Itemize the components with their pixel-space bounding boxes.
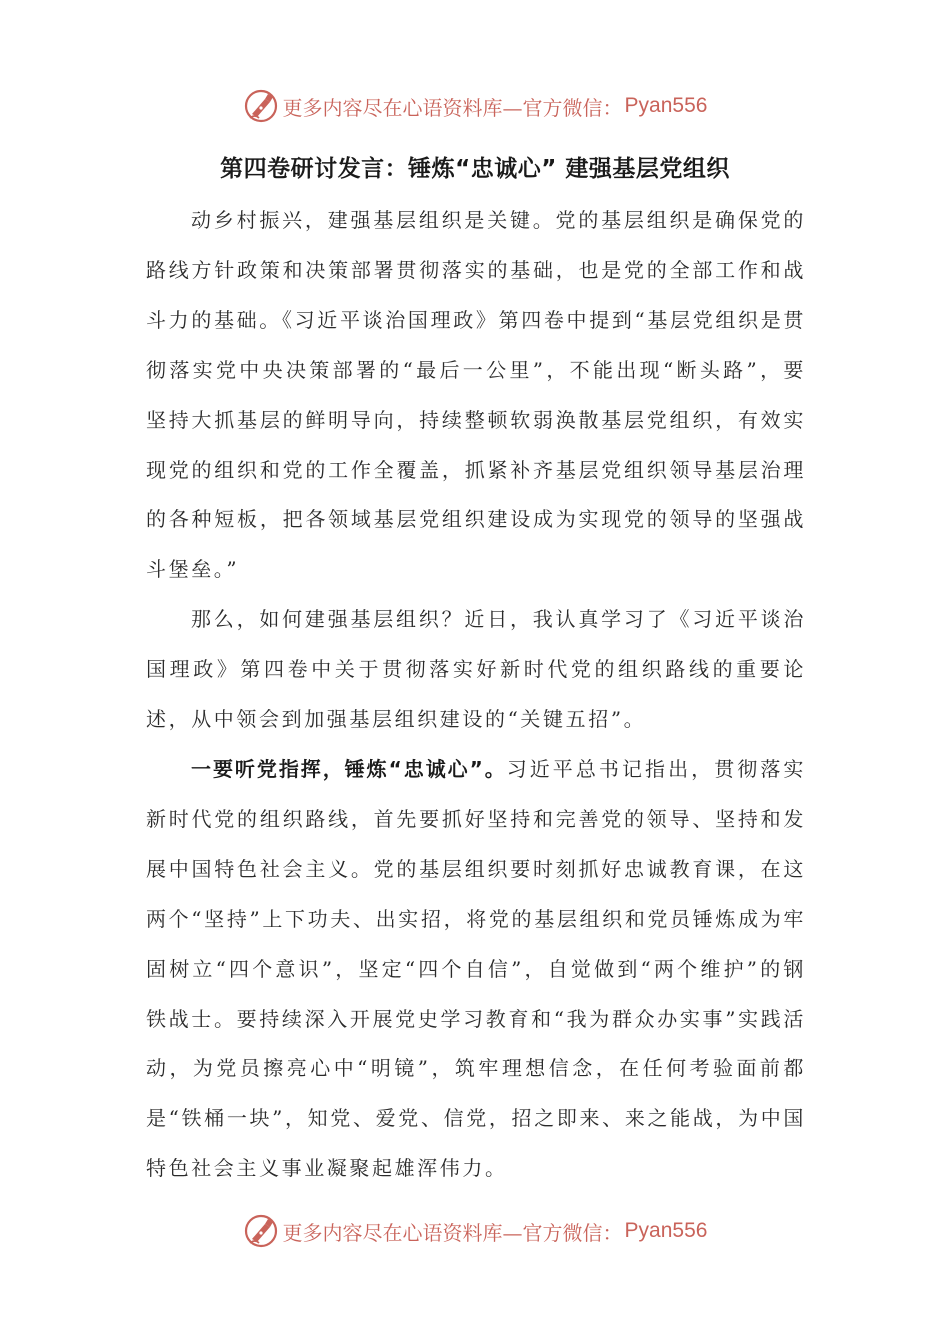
- watermark-text: 更多内容尽在心语资料库—官方微信：: [282, 1220, 623, 1245]
- watermark-account: Pyan556: [624, 1219, 708, 1242]
- paragraph-text: 那么，如何建强基层组织？近日，我认真学习了《习近平谈治国理政》第四卷中关于贯彻落实好新时代党的组织路线的重要论述，从中领会到加强基层组织建设的“关键五招”。: [146, 607, 806, 732]
- watermark-text: 更多内容尽在心语资料库—官方微信：: [282, 95, 623, 120]
- header-watermark-banner: [0, 84, 950, 128]
- paragraph: [146, 745, 806, 1194]
- paragraph-text: 习近平总书记指出，贯彻落实新时代党的组织路线，首先要抓好坚持和完善党的领导、坚持和发展中国特色社会主义。党的基层组织要时刻抓好忠诚教育课，在这两个“坚持”上下功夫、出实招，将党的基层组织和党员锤炼成为牢固树立“四个意识”，坚定“四个自信”，自觉做到“两个维护”的钢铁战士。要持续深入开展党史学习教育和“我为群众办实事”实践活动，为党员擦亮心中“明镜”，筑牢理想信念，在任何考验面前都是“铁桶一块”，知党、爱党、信党，招之即来、来之能战，为中国特色社会主义事业凝聚起雄浑伟力。: [146, 756, 806, 1181]
- document-body: [146, 196, 806, 1194]
- footer-watermark-banner: [0, 1209, 950, 1253]
- pen-nib-logo-icon: [243, 1213, 279, 1249]
- paragraph-lead: 一要听党指挥，锤炼“忠诚心”。: [191, 756, 507, 781]
- paragraph: [146, 595, 806, 745]
- document-title: 第四卷研讨发言：锤炼“忠诚心” 建强基层党组织: [220, 156, 730, 182]
- paragraph-text: 动乡村振兴，建强基层组织是关键。党的基层组织是确保党的路线方针政策和决策部署贯彻落实的基础，也是党的全部工作和战斗力的基础。《习近平谈治国理政》第四卷中提到“基层党组织是贯彻落实党中央决策部署的“最后一公里”，不能出现“断头路”，要坚持大抓基层的鲜明导向，持续整顿软弱涣散基层党组织，有效实现党的组织和党的工作全覆盖，抓紧补齐基层党组织领导基层治理的各种短板，把各领域基层党组织建设成为实现党的领导的坚强战斗堡垒。”: [146, 208, 806, 582]
- watermark-account: Pyan556: [624, 94, 708, 117]
- paragraph: [146, 196, 806, 595]
- pen-nib-logo-icon: [243, 88, 279, 124]
